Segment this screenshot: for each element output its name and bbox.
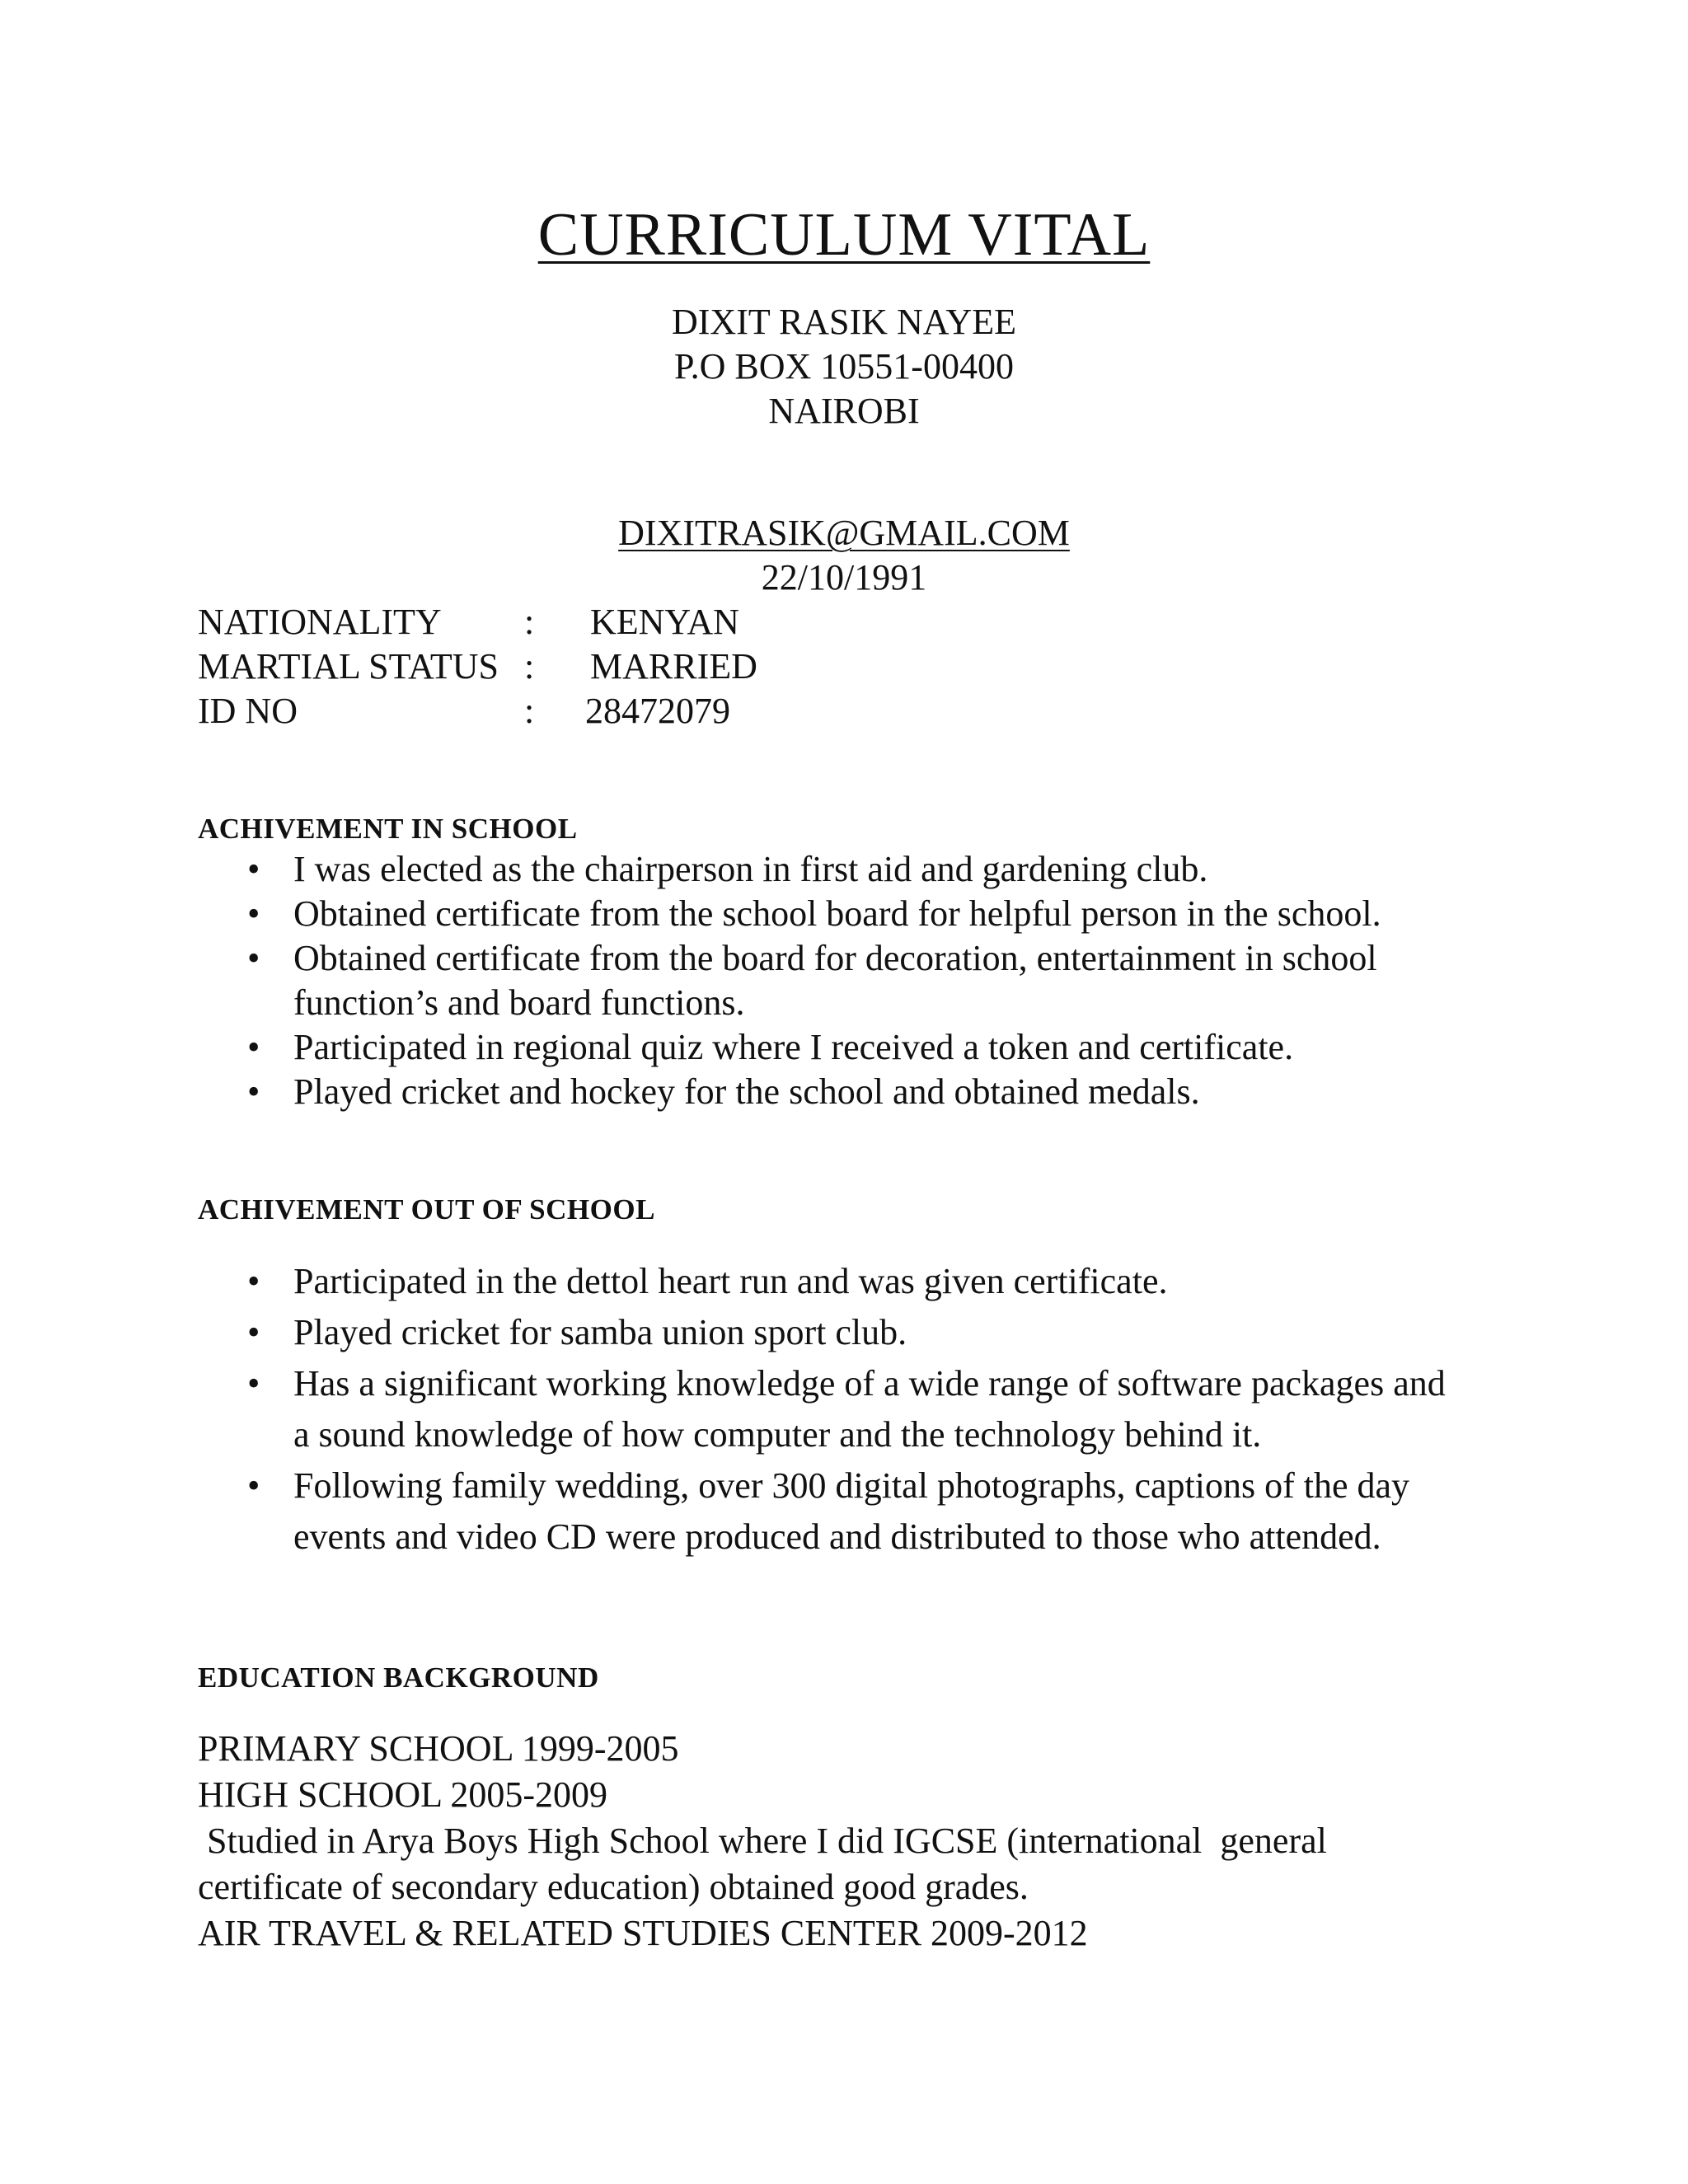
id-number-separator: :: [524, 691, 535, 731]
education-line: PRIMARY SCHOOL 1999-2005: [198, 1728, 679, 1769]
marital-status-label: MARTIAL STATUS: [198, 646, 499, 687]
email-line: [0, 511, 1688, 555]
list-item: [198, 892, 1517, 936]
achievement-in-school-list: [198, 847, 1517, 1114]
bullet-icon: •: [247, 1465, 260, 1506]
achievement-out-of-school-heading: ACHIVEMENT OUT OF SCHOOL: [198, 1193, 655, 1226]
list-item-text: Obtained certificate from the school board for helpful person in the school.: [293, 893, 1381, 934]
education-line: certificate of secondary education) obtained good grades.: [198, 1867, 1029, 1907]
list-item-text: Played cricket and hockey for the school and obtained medals.: [293, 1071, 1200, 1112]
education-details: [198, 1726, 1517, 1957]
education-line: AIR TRAVEL & RELATED STUDIES CENTER 2009-2012: [198, 1913, 1088, 1953]
nationality-separator: :: [524, 602, 535, 642]
education-heading: EDUCATION BACKGROUND: [198, 1661, 599, 1694]
document-title: [0, 198, 1688, 272]
list-item: [198, 1025, 1517, 1070]
date-of-birth: 22/10/1991: [761, 557, 927, 598]
bullet-icon: •: [247, 893, 260, 934]
list-item: [198, 1256, 1517, 1307]
id-number-label: ID NO: [198, 691, 298, 731]
list-item: [198, 936, 1517, 1025]
marital-status-separator: :: [524, 646, 535, 687]
city: NAIROBI: [768, 391, 920, 431]
bullet-icon: •: [247, 1312, 260, 1352]
list-item: [198, 1070, 1517, 1114]
bullet-icon: •: [247, 1071, 260, 1112]
nationality-value: KENYAN: [590, 602, 739, 642]
list-item: [198, 847, 1517, 892]
education-line: Studied in Arya Boys High School where I did IGCSE (international general: [198, 1821, 1327, 1861]
postal-address: P.O BOX 10551-00400: [674, 346, 1014, 387]
achievement-in-school-heading: ACHIVEMENT IN SCHOOL: [198, 813, 578, 845]
list-item-text: I was elected as the chairperson in first aid and gardening club.: [293, 849, 1208, 889]
marital-status-value: MARRIED: [590, 646, 757, 687]
document-title-text: CURRICULUM VITAL: [537, 201, 1151, 269]
bullet-icon: •: [247, 938, 260, 978]
achievement-out-of-school-list: [198, 1256, 1517, 1563]
list-item-text: Participated in the dettol heart run and was given certificate.: [293, 1261, 1168, 1301]
bullet-icon: •: [247, 1027, 260, 1067]
bullet-icon: •: [247, 849, 260, 889]
nationality-label: NATIONALITY: [198, 602, 442, 642]
list-item-text: Following family wedding, over 300 digital photographs, captions of the day events and video CD were produced and distributed to those who attended.: [293, 1465, 1410, 1557]
list-item-text: Has a significant working knowledge of a wide range of software packages and a sound knowledge of how computer and the technology behind it.: [293, 1363, 1446, 1455]
bullet-icon: •: [247, 1261, 260, 1301]
email-link[interactable]: DIXITRASIK@GMAIL.COM: [618, 513, 1070, 553]
list-item-text: Participated in regional quiz where I received a token and certificate.: [293, 1027, 1294, 1067]
list-item: [198, 1358, 1517, 1460]
list-item-text: Obtained certificate from the board for decoration, entertainment in school function’s and board functions.: [293, 938, 1377, 1023]
applicant-name: DIXIT RASIK NAYEE: [672, 302, 1016, 342]
list-item: [198, 1460, 1517, 1563]
list-item-text: Played cricket for samba union sport club.: [293, 1312, 907, 1352]
bullet-icon: •: [247, 1363, 260, 1404]
list-item: [198, 1307, 1517, 1358]
id-number-value: 28472079: [585, 691, 730, 731]
education-line: HIGH SCHOOL 2005-2009: [198, 1774, 608, 1815]
